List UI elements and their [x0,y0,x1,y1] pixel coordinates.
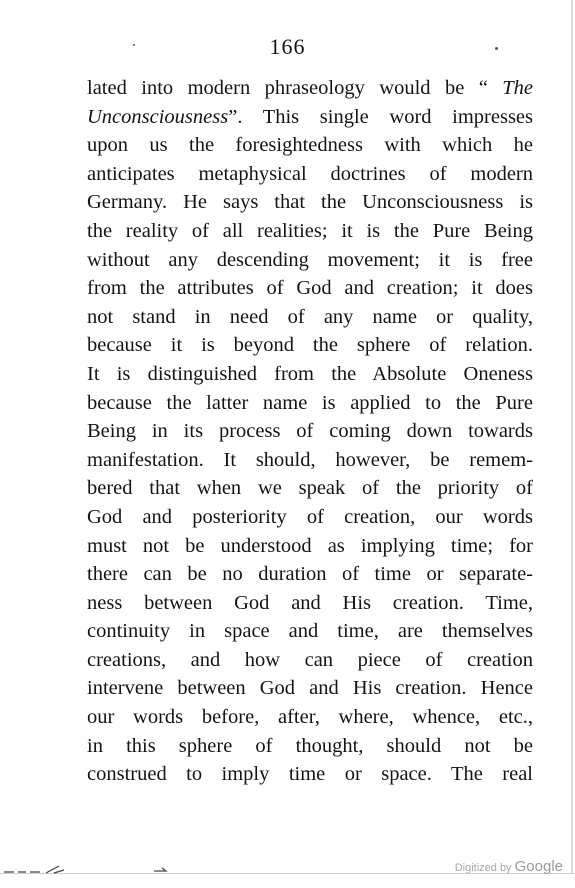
text-line [87,474,533,503]
text-line [87,74,533,103]
watermark-brand: Google [514,858,563,875]
text-line [87,131,533,160]
text-line [87,217,533,246]
text-line [87,274,533,303]
text-line [87,646,533,675]
text-line-italic: Unconsciousness [87,105,229,128]
text-line [87,560,533,589]
text-line-italic: The [502,77,533,99]
text-line [87,160,533,189]
text-line-segment: the reality of all realities; it is the Pure Being [87,219,533,242]
text-line-segment: must not be understood as implying time; for [87,534,533,557]
text-line-segment: construed to imply time or space. The real [87,763,533,786]
text-line [87,617,533,646]
text-line [87,360,533,389]
text-line-segment: ”. This single word impresses [228,105,533,128]
text-line [87,103,533,132]
text-line-segment: creations, and how can piece of creation [87,648,533,671]
text-line [87,389,533,418]
text-line [87,589,533,618]
text-line [87,703,533,732]
ink-speck [133,44,135,46]
text-line-segment: bered that when we speak of the priority of [87,477,533,500]
text-line-segment: because it is beyond the sphere of relation. [87,334,533,357]
text-line-segment: upon us the foresightedness with which he [87,134,533,157]
text-line [87,331,533,360]
text-line [87,188,533,217]
text-line-segment: not stand in need of any name or quality, [87,305,533,328]
text-line-segment: there can be no duration of time or separate- [87,563,533,586]
ink-speck [495,47,498,50]
text-line-segment: because the latter name is applied to the Pure [87,391,533,414]
text-line-segment: Being in its process of coming down towards [87,420,533,443]
text-line-segment: intervene between God and His creation. Hence [87,677,533,700]
text-line [87,417,533,446]
body-text [87,74,533,789]
text-line [87,532,533,561]
text-line-segment: continuity in space and time, are themselves [87,620,533,643]
text-line-segment: in this sphere of thought, should not be [87,734,533,757]
page-number: 166 [269,34,306,59]
text-line-segment: ness between God and His creation. Time, [87,591,533,614]
text-line [87,446,533,475]
text-line [87,674,533,703]
margin-mark [4,862,174,876]
text-line-segment: God and posteriority of creation, our words [87,505,533,528]
text-line-segment: from the attributes of God and creation; it does [87,277,533,300]
digitized-watermark [455,858,563,875]
text-line-segment: anticipates metaphysical doctrines of modern [87,162,533,185]
text-line [87,246,533,275]
text-line [87,503,533,532]
page-edge [571,0,573,874]
text-line-segment: without any descending movement; it is free [87,248,533,271]
text-line [87,303,533,332]
text-line-segment: Germany. He says that the Unconsciousness is [87,191,533,214]
text-line [87,760,533,789]
text-line [87,732,533,761]
text-line-segment: our words before, after, where, whence, etc., [87,706,533,729]
text-line-segment: lated into modern phraseology would be “ [87,77,503,99]
watermark-prefix: Digitized by [454,862,512,874]
text-line-segment: It is distinguished from the Absolute Oneness [87,362,533,385]
text-line-segment: manifestation. It should, however, be remem- [87,448,533,471]
